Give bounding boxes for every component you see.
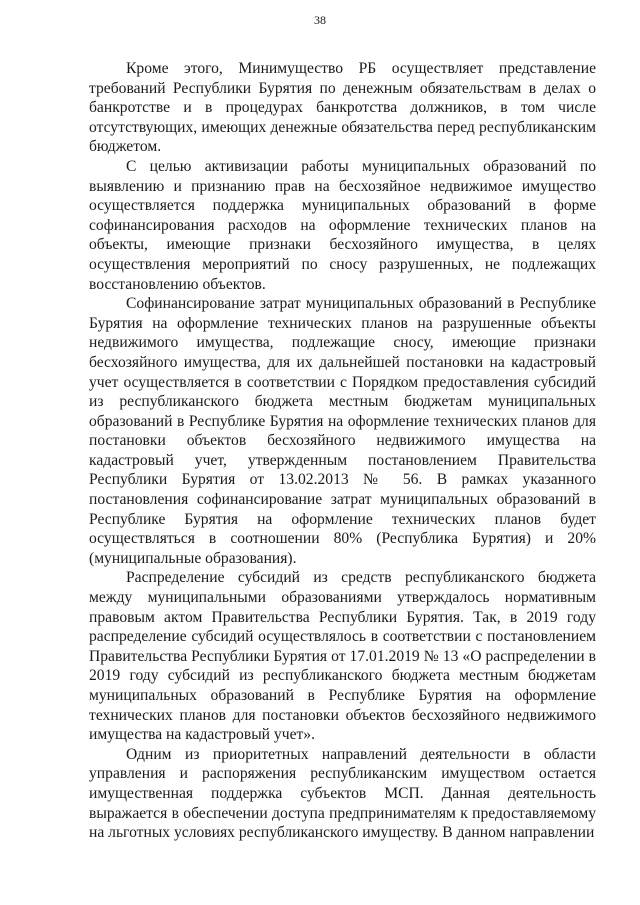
paragraph-msp-support: Одним из приоритетных направлений деятельности в области управления и распоряжения республиканским имуществом остается имущественная поддержка субъектов МСП. Данная деятельность выражается в обеспечении доступа предпринимателям к предоставляемому на льготных условиях республиканского имуществу. В данном направлении	[89, 745, 596, 842]
paragraph-ownerless-property-support: С целью активизации работы муниципальных образований по выявлению и признанию прав на бесхозяйное недвижимое имущество осуществляется поддержка муниципальных образований в форме софинансирования расходов на оформление технических планов на объекты, имеющие признаки бесхозяйного имущества, в целях осуществления мероприятий по сносу разрушенных, не подлежащих восстановлению объектов.	[89, 157, 596, 293]
paragraph-subsidy-distribution: Распределение субсидий из средств республиканского бюджета между муниципальными образованиями утверждалось нормативным правовым актом Правительства Республики Бурятия. Так, в 2019 году распределение субсидий осуществлялось в соответствии с постановлением Правительства Республики Бурятия от 17.01.2019 № 13 «О распределении в 2019 году субсидий из республиканского бюджета местным бюджетам муниципальных образований в Республике Бурятия на оформление технических планов для постановки объектов бесхозяйного недвижимого имущества на кадастровый учет».	[89, 569, 596, 744]
paragraph-bankruptcy-claims: Кроме этого, Минимущество РБ осуществляет представление требований Республики Бурятия по денежным обязательствам в делах о банкротстве и в процедурах банкротства должников, в том числе отсутствующих, имеющих денежные обязательства перед республиканским бюджетом.	[89, 60, 596, 156]
page-number: 38	[314, 13, 326, 27]
document-body	[89, 59, 596, 843]
paragraph-cofinancing-costs: Софинансирование затрат муниципальных образований в Республике Бурятия на оформление технических планов на разрушенные объекты недвижимого имущества, подлежащие сносу, имеющие признаки бесхозяйного имущества, для их дальнейшей постановки на кадастровый учет осуществляется в соответствии с Порядком предоставления субсидий из республиканского бюджета местным бюджетам муниципальных образований в Республике Бурятия на оформление технических планов для постановки объектов бесхозяйного недвижимого имущества на кадастровый учет, утвержденным постановлением Правительства Республики Бурятия от 13.02.2013 № 56. В рамках указанного постановления софинансирование затрат муниципальных образований в Республике Бурятия на оформление технических планов будет осуществляться в соотношении 80% (Республика Бурятия) и 20% (муниципальные образования).	[89, 295, 596, 567]
